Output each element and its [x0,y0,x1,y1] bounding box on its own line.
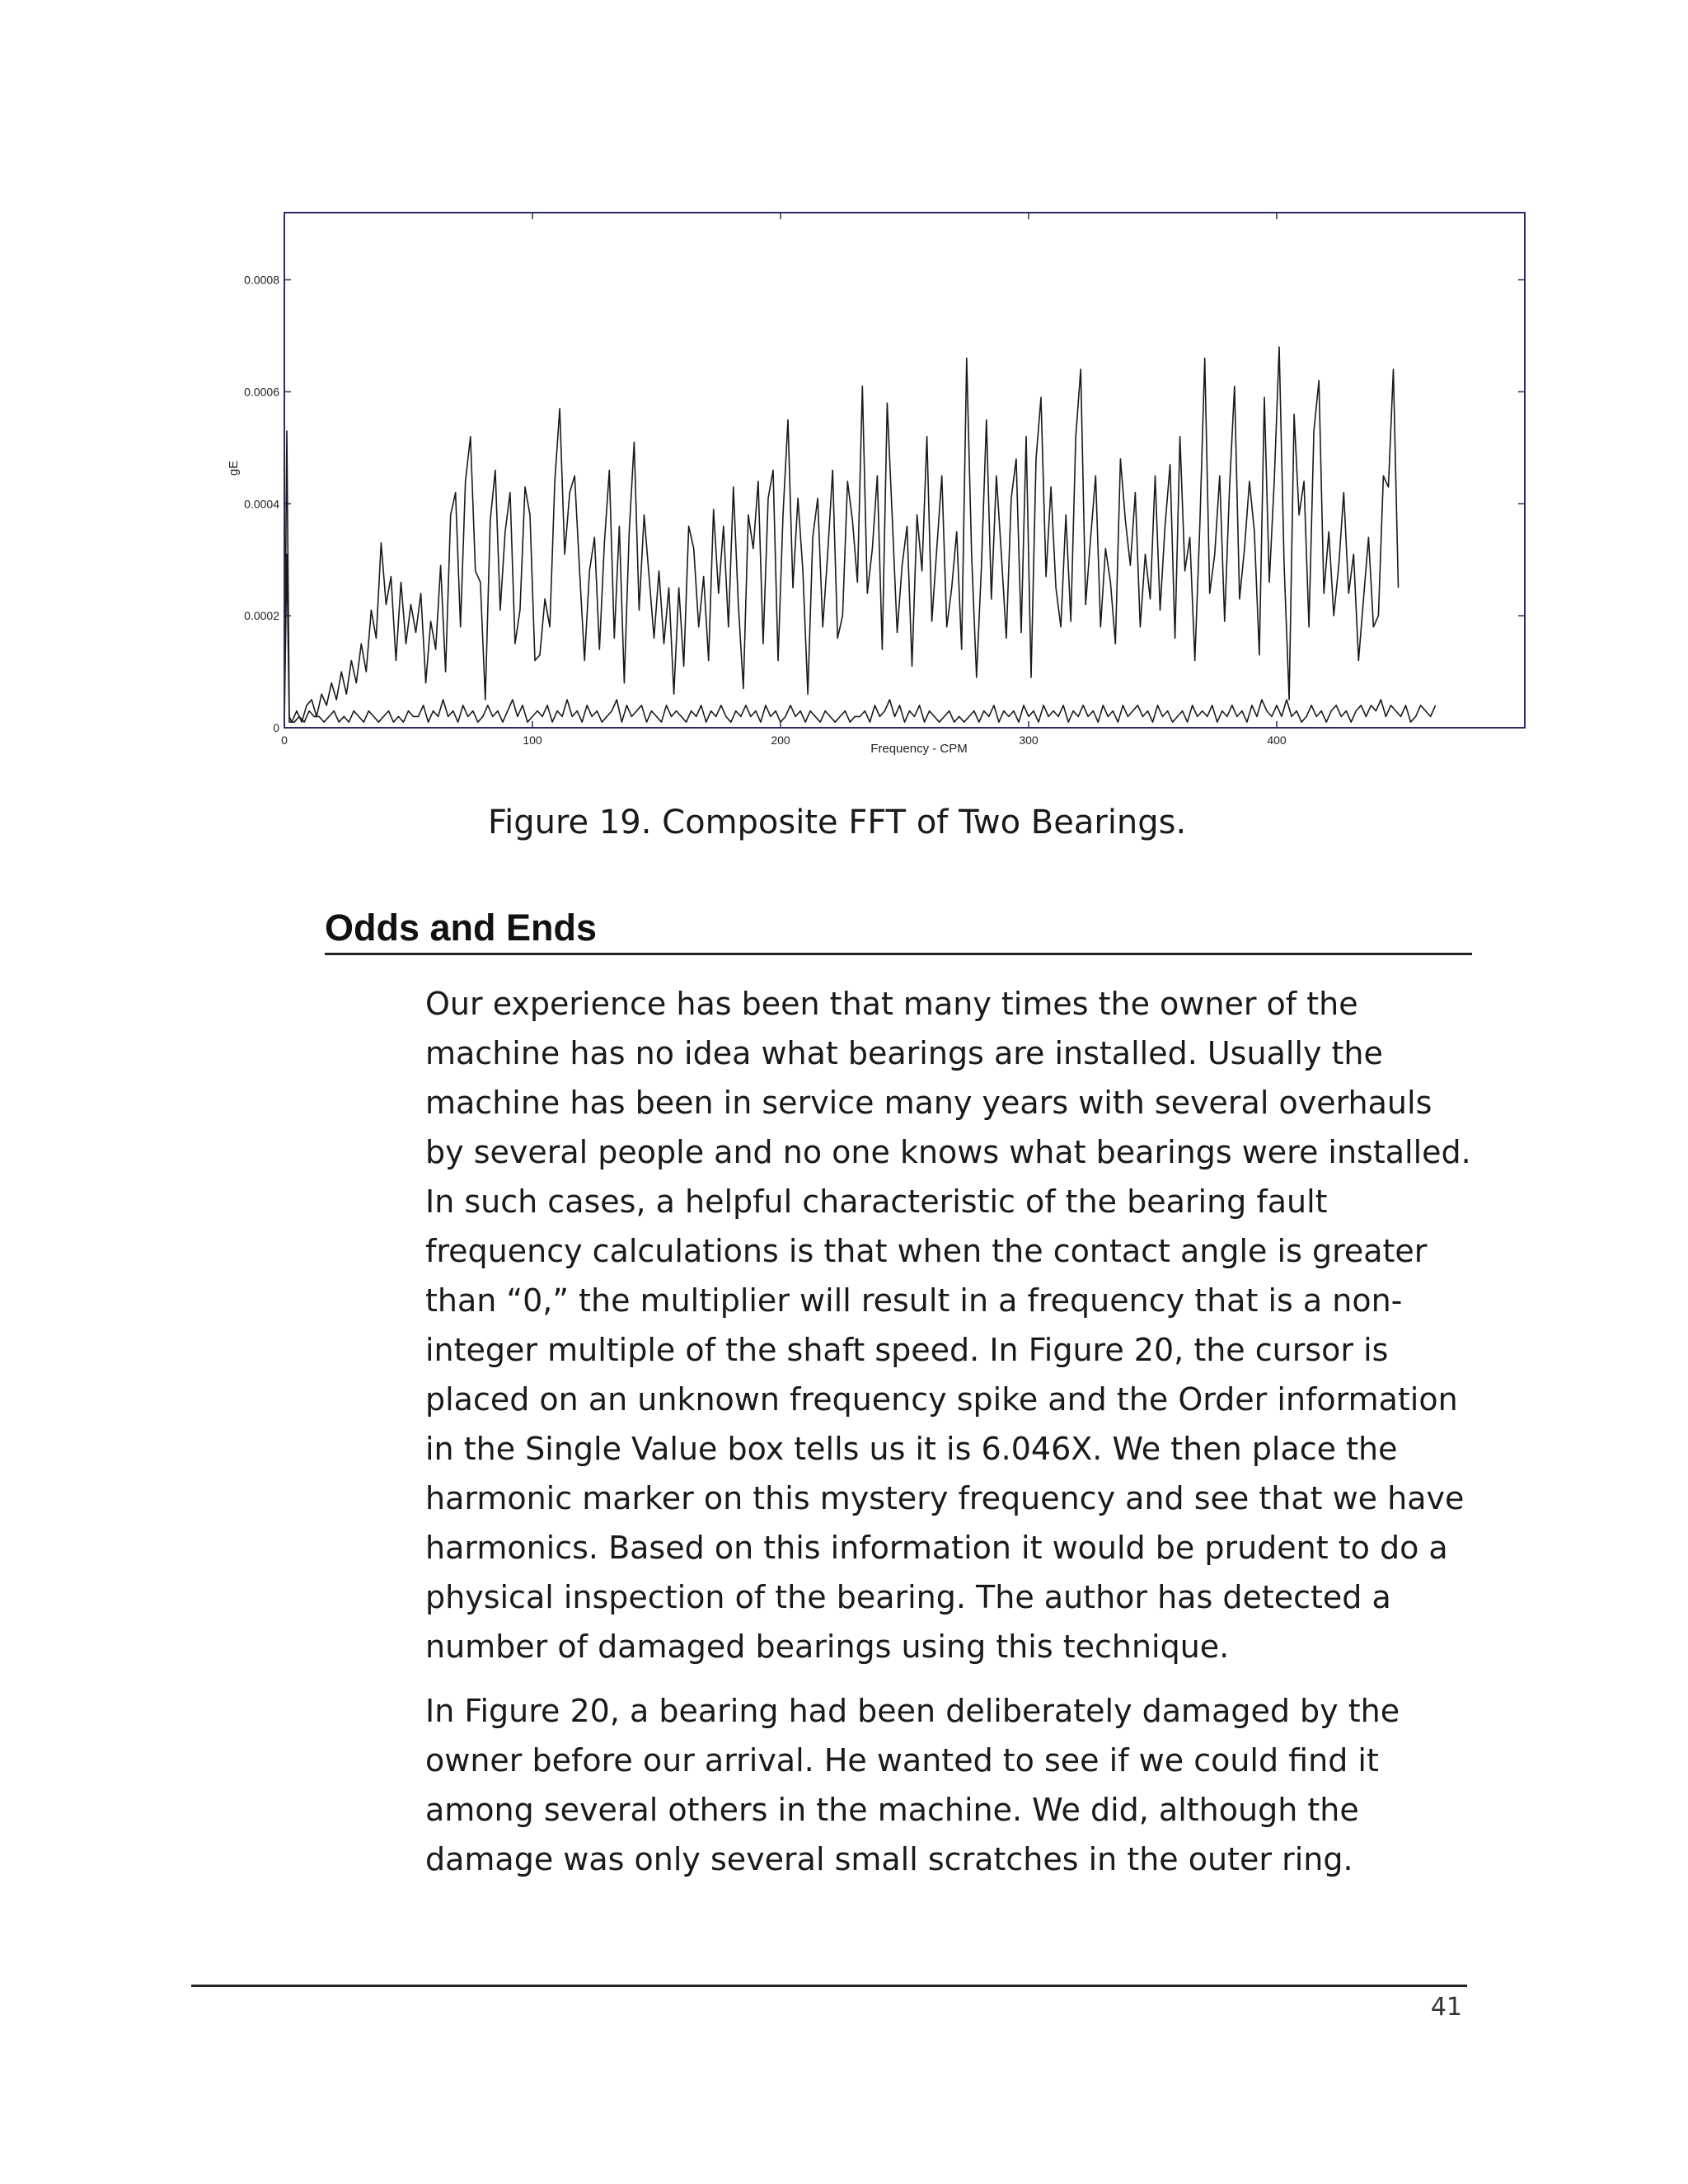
x-tick-group [281,213,1287,747]
fft-chart [214,198,1550,775]
y-axis-title-group [227,461,241,476]
x-tick-label: 200 [771,733,790,747]
footer-rule [191,1985,1467,1987]
y-tick-label: 0.0006 [244,385,279,399]
y-tick-label: 0.0008 [244,273,279,287]
paragraph-2: In Figure 20, a bearing had been deliberately damaged by the owner before our arrival. He wanted to see if we could find it among several others in the machine. We did, although the damage was only several small scratches in the outer ring. [425,1693,1400,1877]
series-group [284,347,1436,722]
body-text [425,979,1480,1899]
page-number: 41 [1430,1993,1462,2022]
paragraph-1: Our experience has been that many times the owner of the machine has no idea what bearings are installed. Usually the machine has been in service many years with several overhauls by several people and no one knows what bearings were installed. In such cases, a helpful characteristic of the bearing fault frequency calculations is that when the contact angle is greater than “0,” the multiplier will result in a frequency that is a non-integer multiple of the shaft speed. In Figure 20, the cursor is placed on an unknown frequency spike and the Order information in the Single Value box tells us it is 6.046X. We then place the harmonic marker on this mystery frequency and see that we have harmonics. Based on this information it would be prudent to do a physical inspection of the bearing. The author has detected a number of damaged bearings using this technique. [425,986,1471,1665]
section-heading-text: Odds and Ends [325,907,598,949]
x-tick-label: 300 [1019,733,1039,747]
x-tick-label: 100 [523,733,542,747]
series-line-2 [284,554,1436,722]
x-tick-label: 400 [1267,733,1287,747]
series-line-1 [284,347,1399,722]
y-tick-label: 0 [273,721,279,734]
figure-caption: Figure 19. Composite FFT of Two Bearings. [488,804,1187,841]
y-axis-title: gE [227,460,241,476]
y-tick-label: 0.0002 [244,609,279,623]
y-tick-label: 0.0004 [244,497,279,511]
section-heading [325,907,1472,955]
x-tick-label: 0 [281,733,288,747]
plot-frame [284,213,1525,728]
x-axis-title: Frequency - CPM [870,742,968,756]
y-tick-group [244,274,1525,734]
